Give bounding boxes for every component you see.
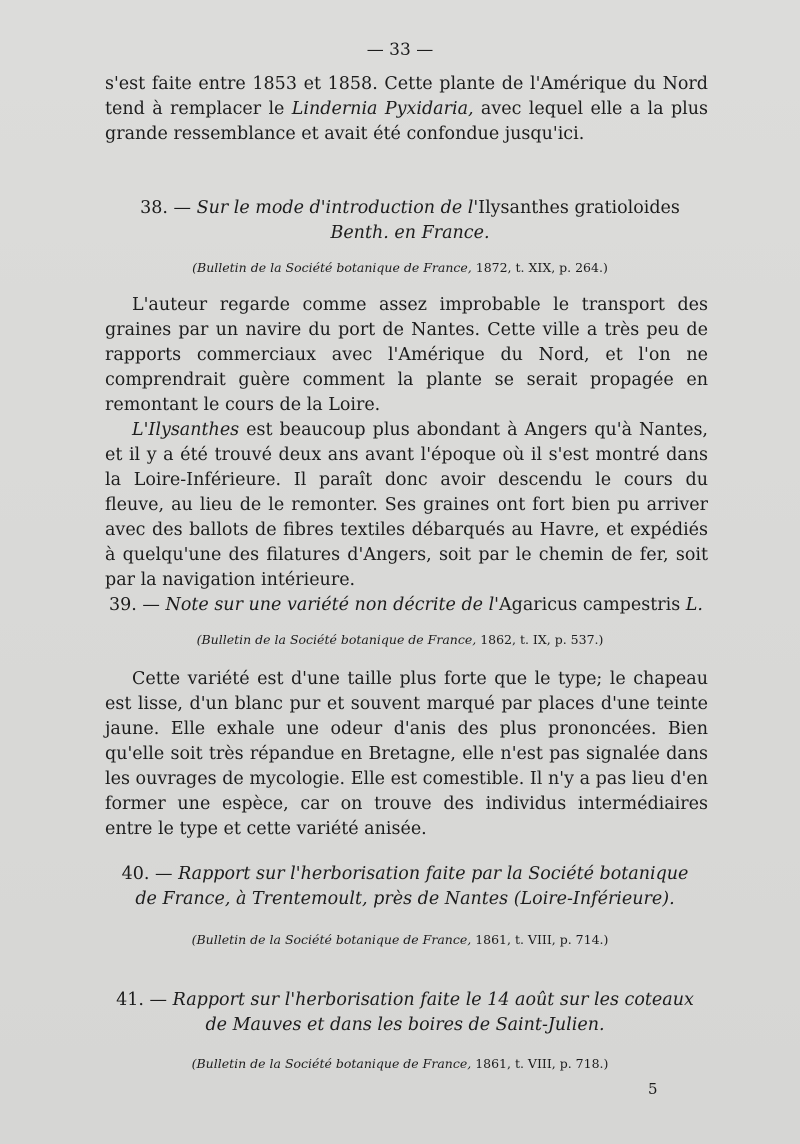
section-41-citation-ref: 1861, t. VIII, p. 718.) [475, 1056, 609, 1071]
section-38-title-italic: Sur le mode d'introduction de l' [196, 198, 479, 218]
section-39-title-italic: Note sur une variété non décrite de l' [165, 595, 499, 615]
section-38-title-roman: Ilysanthes gratioloides [478, 198, 680, 218]
section-38-heading [110, 196, 710, 246]
signature-mark: 5 [648, 1080, 658, 1098]
section-41-citation-source: (Bulletin de la Société botanique de France, [191, 1056, 472, 1071]
section-38-citation-source: (Bulletin de la Société botanique de France, [192, 260, 472, 275]
section-38-title-end: Benth. en France. [330, 223, 490, 243]
section-38-body [105, 293, 708, 593]
section-38-citation-ref: 1872, t. XIX, p. 264.) [475, 260, 608, 275]
section-40-title: Rapport sur l'herborisation faite par la Société botanique de France, à Trentemoult, près de Nantes (Loire-Inférieure). [135, 864, 689, 909]
section-41-title: Rapport sur l'herborisation faite le 14 août sur les coteaux de Mauves et dans les boires de Saint-Julien. [172, 990, 694, 1035]
section-39-citation-ref: 1862, t. IX, p. 537.) [480, 632, 604, 647]
section-39-paragraph-1: Cette variété est d'une taille plus forte que le type; le chapeau est lisse, d'un blanc pur et souvent marqué par places d'une teinte jaune. Elle exhale une odeur d'anis des plus prononcées. Bien qu'elle soit très répandue en Bretagne, elle n'est pas signalée dans les ouvrages de mycologie. Elle est comestible. Il n'y a pas lieu d'en former une espèce, car on trouve des individus intermédiaires entre le type et cette variété anisée. [105, 669, 708, 839]
section-39-title-roman: Agaricus campestris [499, 595, 681, 615]
section-41-number: 41. — [116, 990, 168, 1010]
section-38-paragraph-1: L'auteur regarde comme assez improbable le transport des graines par un navire du port de Nantes. Cette ville a très peu de rapports commerciaux avec l'Amérique du Nord, et l'on ne comprendrait guère comment la plante se serait propagée en remontant le cours de la Loire. [105, 295, 708, 415]
section-41-citation [0, 1056, 800, 1071]
section-38-paragraph-2-lead: L'Ilysanthes [132, 420, 240, 440]
page-number: — 33 — [366, 40, 434, 60]
section-40-citation-source: (Bulletin de la Société botanique de France, [191, 932, 472, 947]
continuation-text-b: avec lequel elle a la plus grande ressemblance et avait été confondue jusqu'ici. [105, 99, 708, 144]
section-40-heading [110, 862, 700, 912]
section-38-citation [0, 260, 800, 275]
section-40-number: 40. — [121, 864, 173, 884]
section-40-citation [0, 932, 800, 947]
section-38-number: 38. — [140, 198, 191, 218]
section-41-heading [110, 988, 700, 1038]
section-40-citation-ref: 1861, t. VIII, p. 714.) [475, 932, 609, 947]
continuation-paragraph [105, 72, 708, 147]
section-39-body [105, 667, 708, 842]
continuation-text-a: s'est faite entre 1853 et 1858. Cette plante de l'Amérique du Nord tend à remplacer le [105, 74, 708, 119]
section-39-citation [0, 632, 800, 647]
section-39-citation-source: (Bulletin de la Société botanique de France, [196, 632, 477, 647]
continuation-italic: Lindernia Pyxidaria, [291, 99, 474, 119]
section-39-title-end: L. [685, 595, 703, 615]
section-38-paragraph-2 [105, 418, 708, 593]
section-39-number: 39. — [109, 595, 160, 615]
section-38-paragraph-2-text: est beaucoup plus abondant à Angers qu'à Nantes, et il y a été trouvé deux ans avant l'époque où il s'est montré dans la Loire-Inférieure. Il paraît donc avoir descendu le cours du fleuve, au lieu de le remonter. Ses graines ont fort bien pu arriver avec des ballots de fibres textiles débarqués au Havre, et expédiés à quelqu'une des filatures d'Angers, soit par le chemin de fer, soit par la navigation intérieure. [105, 420, 708, 590]
section-39-heading [106, 593, 706, 618]
